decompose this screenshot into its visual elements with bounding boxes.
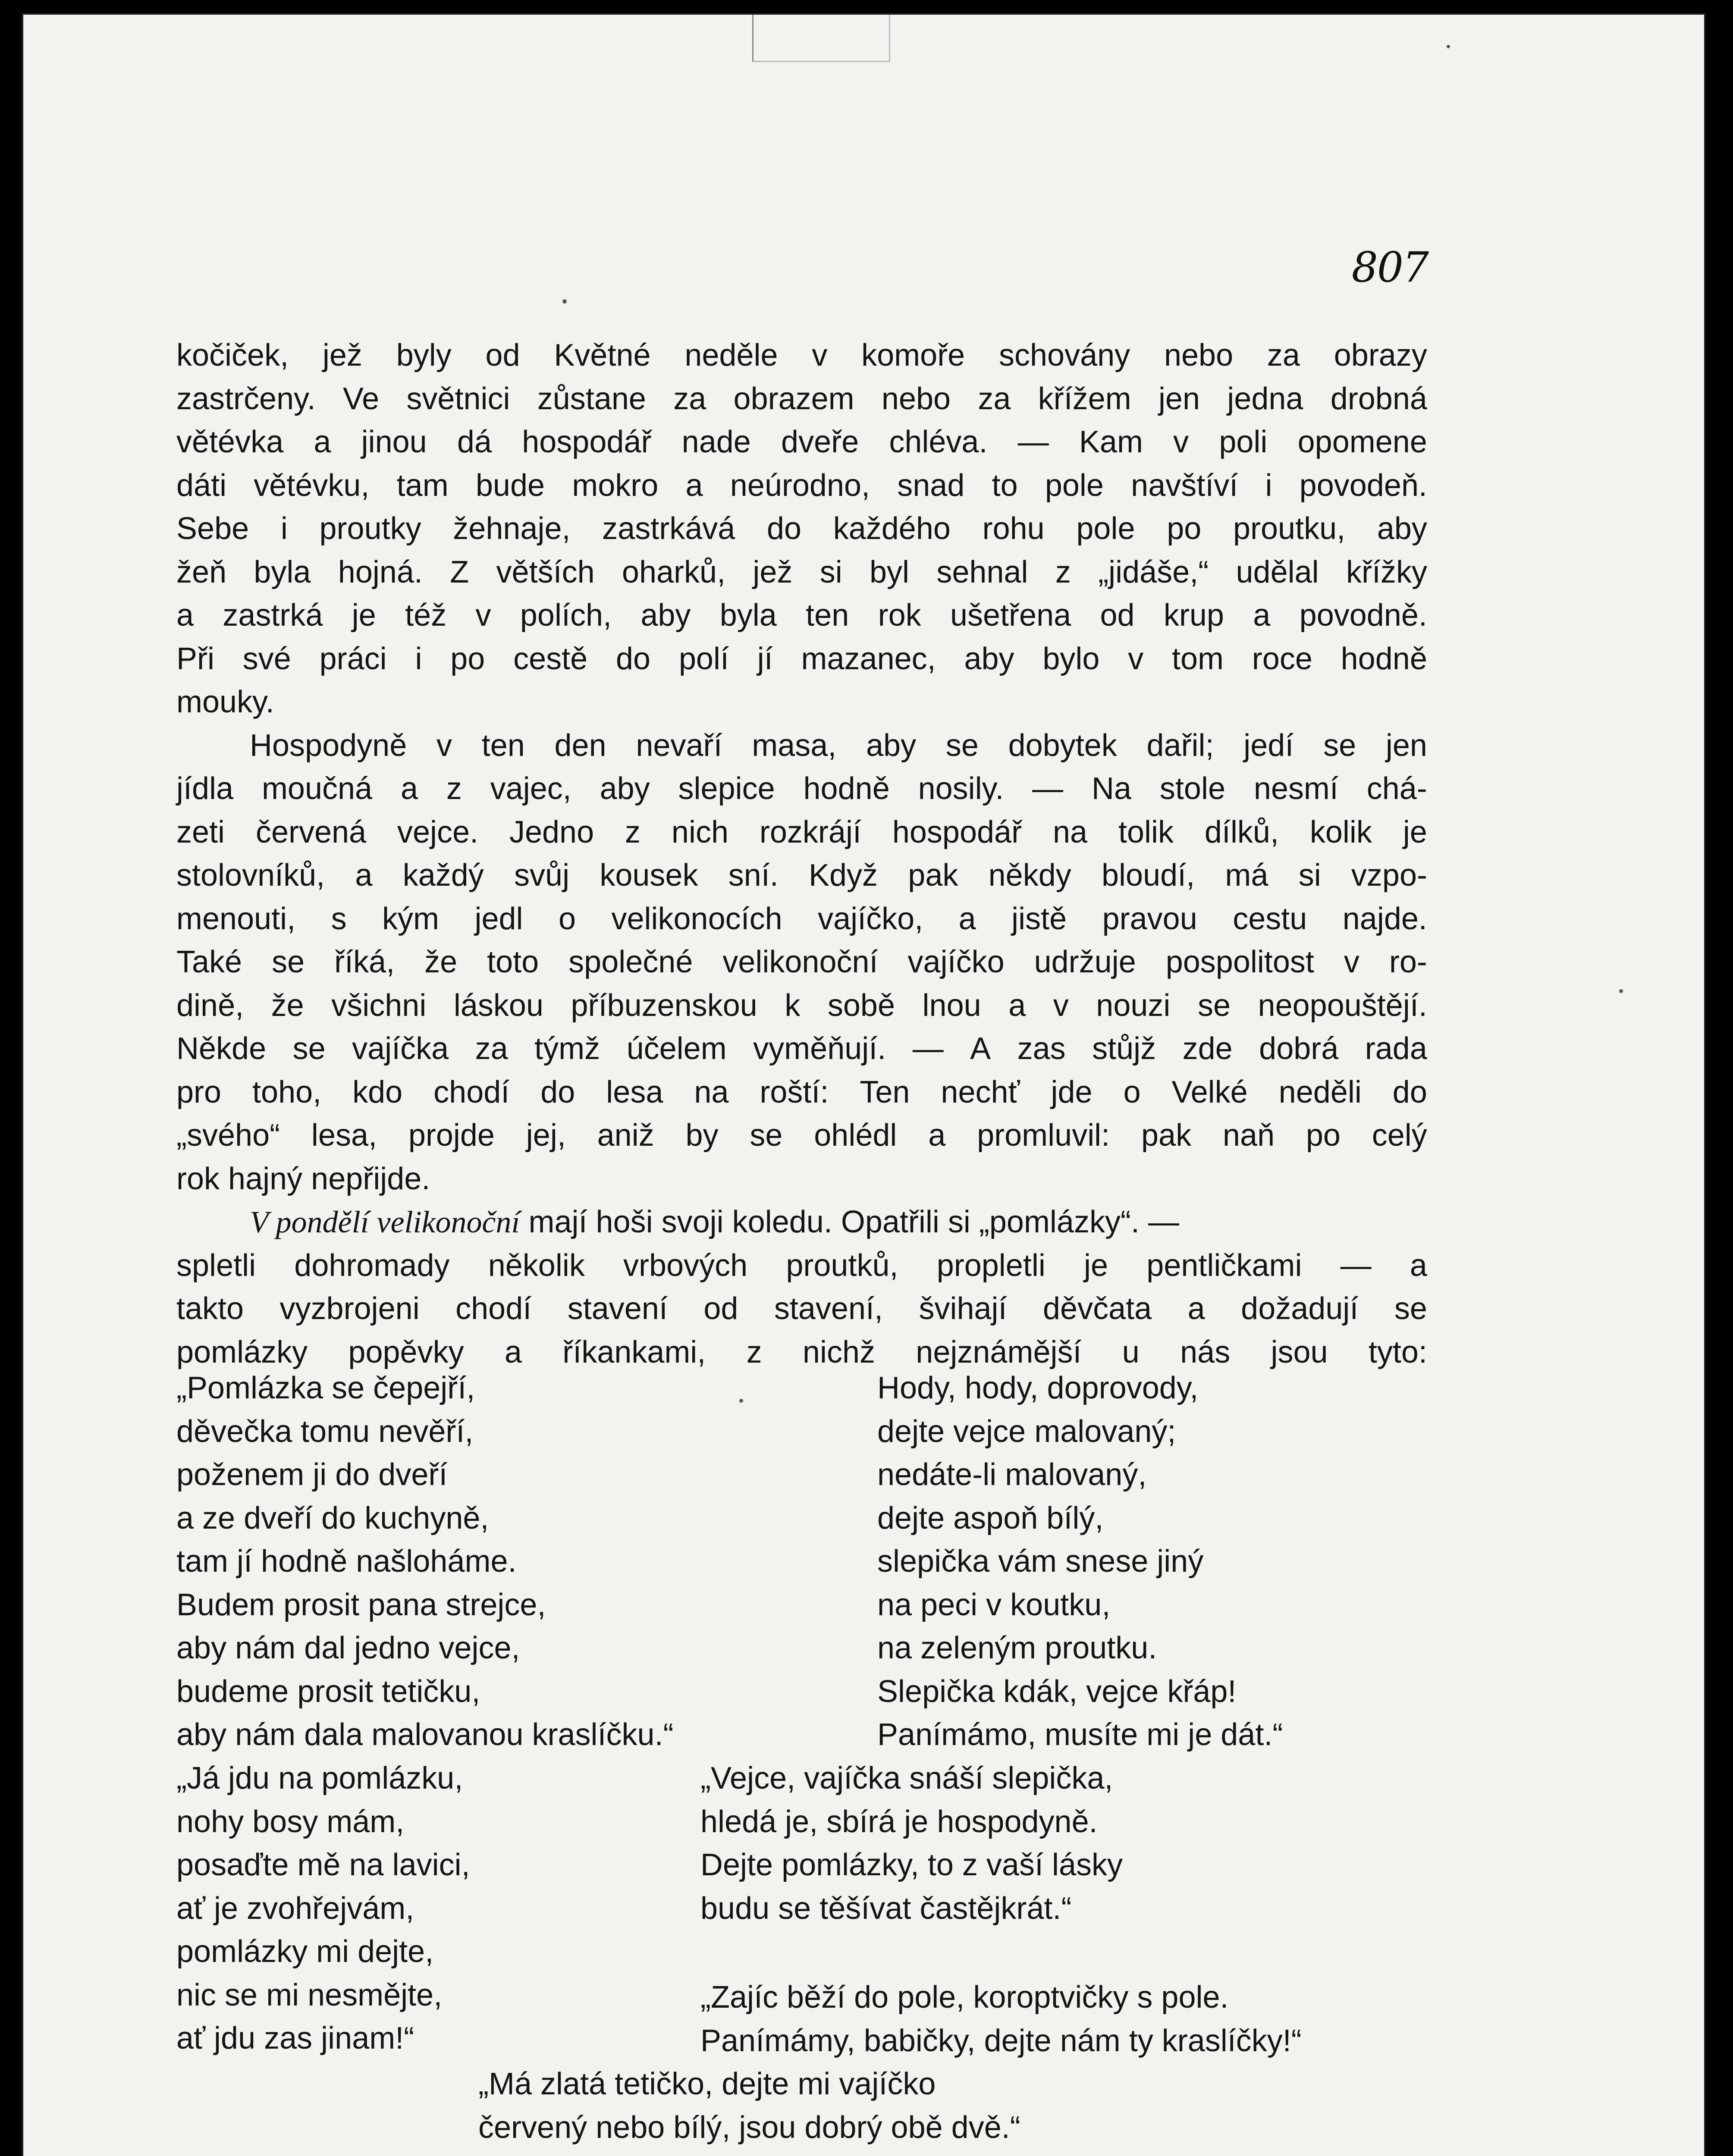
text-line: pomlázky popěvky a říkankami, z nichž nejznámější u nás jsou tyto: [176,1335,1427,1369]
text-line: Také se říká, že toto společné velikonoční vajíčko udržuje pospolitost v ro- [176,945,1427,979]
italic-lead: V pondělí velikonoční [250,1205,520,1239]
text-line: Při své práci i po cestě do polí jí mazanec, aby bylo v tom roce hodně [176,641,1427,676]
verse-line: aby nám dal jedno vejce, [176,1631,520,1665]
poem-ja-jdu-na-pomlazku [176,1757,470,2060]
verse-line: „Já jdu na pomlázku, [176,1761,463,1796]
text-line: zeti červená vejce. Jedno z nich rozkrájí hospodář na tolik dílků, kolik je [176,815,1427,849]
text-line: Někde se vajíčka za týmž účelem vyměňují. — A zas stůjž zde dobrá rada [176,1031,1427,1066]
verse-line: aby nám dala malovanou kraslíčku.“ [176,1717,674,1752]
paragraph-1 [176,334,1427,724]
text-line: dáti větévku, tam bude mokro a neúrodno, snad to pole navštíví i povodeň. [176,468,1427,503]
prose-block [176,334,1427,1374]
text-line: zastrčeny. Ve světnici zůstane za obrazem nebo za křížem jen jedna drobná [176,381,1427,416]
text-line: žeň byla hojná. Z větších oharků, jež si byl sehnal z „jidáše,“ udělal křížky [176,555,1427,589]
verse-line: nedáte-li malovaný, [877,1457,1147,1492]
verse-line: děvečka tomu nevěří, [176,1414,474,1449]
text-line: větévka a jinou dá hospodář nade dveře chléva. — Kam v poli opomene [176,425,1427,459]
verse-line: „Pomlázka se čepejří, [176,1371,475,1405]
verse-line: pomlázky mi dejte, [176,1934,434,1969]
paper-speck [1619,989,1623,993]
book-page [22,13,1706,2156]
text-line: dině, že všichni láskou příbuzenskou k sobě lnou a v nouzi se neopouštějí. [176,988,1427,1023]
verse-line: nic se mi nesmějte, [176,1977,443,2012]
text-line: kočiček, jež byly od Květné neděle v komoře schovány nebo za obrazy [176,338,1427,373]
verse-line: tam jí hodně našloháme. [176,1544,517,1579]
verse-line: Panímámy, babičky, dejte nám ty kraslíčky!“ [700,2023,1302,2058]
text-line: Hospodyně v ten den nevaří masa, aby se dobytek dařil; jedí se jen [250,728,1427,763]
poem-hody-hody [877,1366,1283,1757]
text-line: takto vyzbrojeni chodí stavení od stavení, švihají děvčata a dožadují se [176,1291,1427,1326]
paper-speck [562,299,567,304]
page-number: 807 [1351,243,1428,291]
verse-line: ať je zvohřejvám, [176,1891,414,1926]
verse-line: hledá je, sbírá je hospodyně. [700,1804,1098,1839]
poem-pomlazka-se-cepejri [176,1366,674,1757]
text-line: pro toho, kdo chodí do lesa na roští: Ten nechť jde o Velké neděli do [176,1075,1427,1109]
verse-line: „Zajíc běží do pole, koroptvičky s pole. [700,1980,1229,2015]
verse-line: budu se těšívat častějkrát.“ [700,1891,1072,1926]
verse-line: Dejte pomlázky, to z vaší lásky [700,1848,1123,1882]
verse-line: poženem ji do dveří [176,1457,448,1492]
lead-rest: mají hoši svoji koledu. Opatřili si „pomlázky“. — [528,1205,1179,1239]
verse-line: červený nebo bílý, jsou dobrý obě dvě.“ [478,2110,1020,2145]
verse-line: Budem prosit pana strejce, [176,1587,546,1622]
verses-section [176,1366,1449,2156]
verse-line: posaďte mě na lavici, [176,1848,470,1882]
verse-line: na zeleným proutku. [877,1631,1157,1665]
text-line: spletli dohromady několik vrbových proutků, propletli je pentličkami — a [176,1248,1427,1283]
verse-line: dejte vejce malovaný; [877,1414,1176,1449]
verse-line: na peci v koutku, [877,1587,1111,1622]
text-line: stolovníků, a každý svůj kousek sní. Když pak někdy bloudí, má si vzpo- [176,858,1427,893]
poem-vejce-vajicka [700,1757,1123,1930]
verse-line: Slepička kdák, vejce křáp! [877,1674,1237,1709]
verse-line: budeme prosit tetičku, [176,1674,480,1709]
paragraph-2 [176,724,1427,1201]
poem-zajic-bezi [700,1976,1302,2062]
text-line: menouti, s kým jedl o velikonocích vajíčko, a jistě pravou cestu najde. [176,901,1427,936]
text-line: „svého“ lesa, projde jej, aniž by se ohlédl a promluvil: pak naň po celý [176,1118,1427,1153]
verse-line: „Vejce, vajíčka snáší slepička, [700,1761,1113,1796]
verse-line: dejte aspoň bílý, [877,1501,1104,1536]
verse-line: a ze dveří do kuchyně, [176,1501,489,1536]
text-line: Sebe i proutky žehnaje, zastrkává do každého rohu pole po proutku, aby [176,511,1427,546]
paragraph-3 [176,1200,1427,1374]
verse-line: „Má zlatá tetičko, dejte mi vajíčko [478,2067,936,2101]
text-line [176,1200,1427,1244]
poem-ma-zlata-teticko [478,2062,1020,2149]
text-line: jídla moučná a z vajec, aby slepice hodně nosily. — Na stole nesmí chá- [176,771,1427,806]
verse-line: slepička vám snese jiný [877,1544,1204,1579]
text-line: rok hajný nepřijde. [176,1161,430,1196]
verse-line: Panímámo, musíte mi je dát.“ [877,1717,1283,1752]
verse-line: nohy bosy mám, [176,1804,405,1839]
text-line: a zastrká je též v polích, aby byla ten rok ušetřena od krup a povodně. [176,598,1427,633]
paper-speck [1447,45,1450,48]
verse-line: ať jdu zas jinam!“ [176,2021,414,2056]
verse-line: Hody, hody, doprovody, [877,1371,1199,1405]
top-edge-mark [752,15,890,62]
paper-speck [739,1399,743,1403]
text-line: mouky. [176,685,274,719]
